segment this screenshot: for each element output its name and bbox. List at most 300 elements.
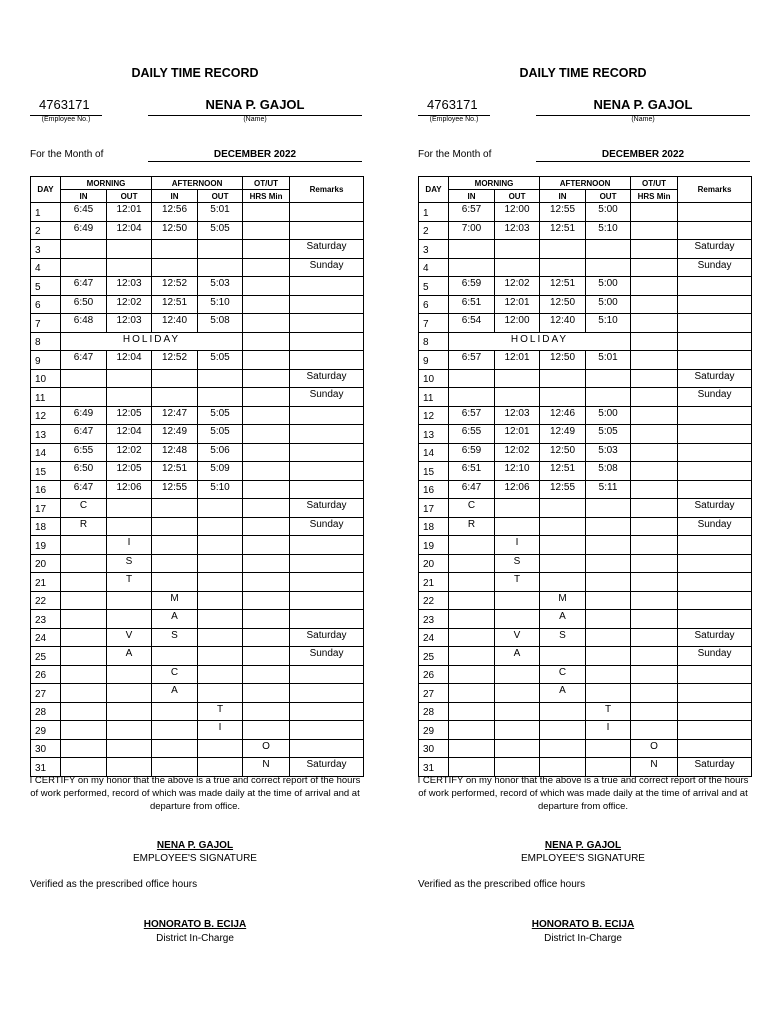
table-row <box>31 240 364 259</box>
am-out-cell <box>495 369 540 388</box>
remarks-cell: Sunday <box>290 258 364 277</box>
table-row <box>31 351 364 370</box>
table-row <box>419 351 752 370</box>
pm-in-cell <box>152 499 198 518</box>
supervisor-name: HONORATO B. ECIJA <box>531 919 635 930</box>
day-cell: 5 <box>419 277 449 296</box>
remarks-cell <box>678 739 752 758</box>
am-out-cell: 12:03 <box>495 221 540 240</box>
day-cell: 20 <box>419 554 449 573</box>
day-cell: 22 <box>419 591 449 610</box>
ot-cell <box>631 369 678 388</box>
day-cell: 17 <box>419 499 449 518</box>
am-in-cell <box>449 628 495 647</box>
day-cell: 18 <box>419 517 449 536</box>
pm-out-cell <box>586 536 631 555</box>
day-cell: 21 <box>31 573 61 592</box>
pm-out-cell <box>198 573 243 592</box>
table-row <box>31 739 364 758</box>
ot-cell <box>631 462 678 481</box>
ot-cell <box>243 351 290 370</box>
am-in-cell: 6:47 <box>61 351 107 370</box>
ot-cell: N <box>631 758 678 777</box>
remarks-cell <box>290 203 364 222</box>
am-out-cell: 12:03 <box>107 277 152 296</box>
am-out-cell: 12:02 <box>107 443 152 462</box>
pm-out-cell <box>198 554 243 573</box>
pm-in-cell <box>152 647 198 666</box>
ot-cell: O <box>631 739 678 758</box>
pm-in-cell: 12:55 <box>152 480 198 499</box>
table-row <box>31 536 364 555</box>
day-cell: 22 <box>31 591 61 610</box>
ot-cell <box>243 425 290 444</box>
ot-cell: N <box>243 758 290 777</box>
day-cell: 26 <box>31 665 61 684</box>
ot-cell <box>243 258 290 277</box>
pm-out-cell <box>586 684 631 703</box>
ot-cell <box>631 406 678 425</box>
remarks-cell: Saturday <box>678 369 752 388</box>
am-in-cell <box>449 554 495 573</box>
pm-out-cell: 5:08 <box>198 314 243 333</box>
ot-cell <box>243 628 290 647</box>
am-out-cell <box>495 610 540 629</box>
pm-out-cell <box>198 240 243 259</box>
am-in-cell <box>449 684 495 703</box>
remarks-cell <box>678 443 752 462</box>
day-cell: 30 <box>419 739 449 758</box>
day-cell: 3 <box>419 240 449 259</box>
pm-in-cell: 12:51 <box>152 462 198 481</box>
remarks-cell <box>290 554 364 573</box>
pm-in-cell: M <box>540 591 586 610</box>
pm-out-cell: I <box>586 721 631 740</box>
remarks-cell <box>678 425 752 444</box>
pm-in-cell <box>152 517 198 536</box>
am-out-cell: 12:04 <box>107 221 152 240</box>
ot-cell <box>243 369 290 388</box>
ot-cell <box>243 684 290 703</box>
ot-cell <box>631 295 678 314</box>
am-in-cell <box>61 665 107 684</box>
table-row <box>31 628 364 647</box>
pm-out-cell: 5:00 <box>586 203 631 222</box>
pm-in-cell <box>540 702 586 721</box>
pm-in-cell: S <box>540 628 586 647</box>
table-row <box>419 702 752 721</box>
am-out-cell <box>495 499 540 518</box>
ot-cell <box>243 332 290 351</box>
supervisor-caption: District In-Charge <box>544 933 622 944</box>
pm-in-cell <box>152 388 198 407</box>
am-out-cell: A <box>495 647 540 666</box>
remarks-cell <box>290 702 364 721</box>
am-out-cell <box>107 258 152 277</box>
employee-signature-name: NENA P. GAJOL <box>156 840 234 851</box>
am-out-cell: 12:03 <box>107 314 152 333</box>
am-in-cell: 6:51 <box>449 462 495 481</box>
remarks-cell: Sunday <box>678 388 752 407</box>
remarks-cell <box>290 277 364 296</box>
ot-cell <box>243 443 290 462</box>
pm-in-cell <box>152 536 198 555</box>
dtr-card-left <box>25 0 365 1024</box>
ot-cell <box>243 665 290 684</box>
pm-in-cell: C <box>540 665 586 684</box>
ot-cell <box>631 554 678 573</box>
am-out-cell: 12:02 <box>107 295 152 314</box>
pm-out-cell: 5:10 <box>198 480 243 499</box>
ot-cell <box>243 499 290 518</box>
am-out-cell <box>107 684 152 703</box>
am-in-cell: 6:50 <box>61 295 107 314</box>
ot-cell <box>243 721 290 740</box>
employee-name: NENA P. GAJOL <box>205 97 305 112</box>
table-row <box>419 647 752 666</box>
am-in-cell: 6:49 <box>61 406 107 425</box>
am-in-cell: 6:55 <box>449 425 495 444</box>
day-cell: 2 <box>31 221 61 240</box>
am-out-cell: T <box>107 573 152 592</box>
certification-text: I CERTIFY on my honor that the above is a true and correct report of the hours of work performed, record of which was made daily at the time of arrival and at departure from office. <box>29 775 361 812</box>
pm-in-cell <box>152 369 198 388</box>
ot-cell <box>631 388 678 407</box>
am-out-cell: I <box>107 536 152 555</box>
ot-cell <box>243 536 290 555</box>
pm-in-cell: 12:55 <box>540 480 586 499</box>
table-row <box>31 295 364 314</box>
am-out-cell <box>495 684 540 703</box>
am-out-cell: 12:01 <box>495 295 540 314</box>
pm-in-cell <box>540 499 586 518</box>
remarks-cell: Saturday <box>678 499 752 518</box>
table-row <box>31 647 364 666</box>
am-in-cell <box>61 610 107 629</box>
remarks-cell <box>290 665 364 684</box>
am-out-cell <box>107 517 152 536</box>
remarks-cell: Saturday <box>678 240 752 259</box>
day-cell: 14 <box>419 443 449 462</box>
remarks-cell: Saturday <box>678 628 752 647</box>
pm-out-cell <box>198 684 243 703</box>
pm-in-cell <box>540 721 586 740</box>
table-row <box>31 332 364 351</box>
day-cell: 4 <box>31 258 61 277</box>
ot-cell <box>243 480 290 499</box>
am-in-cell: 6:57 <box>449 351 495 370</box>
table-row <box>419 221 752 240</box>
table-row <box>419 536 752 555</box>
ot-cell <box>631 240 678 259</box>
ot-cell <box>631 702 678 721</box>
am-in-cell <box>449 388 495 407</box>
pm-out-cell <box>198 591 243 610</box>
am-out-cell <box>495 591 540 610</box>
am-in-cell <box>449 536 495 555</box>
pm-in-cell <box>152 240 198 259</box>
am-in-cell: C <box>61 499 107 518</box>
am-in-cell: 6:57 <box>449 203 495 222</box>
remarks-cell <box>290 684 364 703</box>
day-cell: 14 <box>31 443 61 462</box>
am-out-cell: T <box>495 573 540 592</box>
ot-cell <box>243 462 290 481</box>
table-row <box>419 240 752 259</box>
ot-cell <box>243 554 290 573</box>
remarks-cell: Sunday <box>678 258 752 277</box>
pm-out-cell <box>198 517 243 536</box>
remarks-cell <box>290 295 364 314</box>
am-out-cell: I <box>495 536 540 555</box>
ot-cell <box>243 314 290 333</box>
day-cell: 1 <box>419 203 449 222</box>
ot-cell <box>631 591 678 610</box>
pm-out-cell: 5:08 <box>586 462 631 481</box>
pm-in-cell: 12:49 <box>152 425 198 444</box>
am-out-cell <box>107 665 152 684</box>
pm-in-cell <box>540 369 586 388</box>
day-cell: 12 <box>419 406 449 425</box>
remarks-cell <box>678 554 752 573</box>
table-row <box>419 499 752 518</box>
day-cell: 27 <box>31 684 61 703</box>
table-row <box>419 480 752 499</box>
am-out-cell <box>495 240 540 259</box>
am-out-cell: S <box>107 554 152 573</box>
table-row <box>31 258 364 277</box>
pm-in-cell: M <box>152 591 198 610</box>
am-in-cell: 6:48 <box>61 314 107 333</box>
ot-cell <box>631 277 678 296</box>
ot-cell <box>243 610 290 629</box>
am-in-cell: 6:55 <box>61 443 107 462</box>
am-out-cell <box>107 499 152 518</box>
am-out-cell <box>495 388 540 407</box>
pm-out-cell: 5:05 <box>198 425 243 444</box>
remarks-cell <box>678 573 752 592</box>
ot-cell <box>243 221 290 240</box>
pm-out-cell <box>586 665 631 684</box>
remarks-cell <box>290 221 364 240</box>
pm-in-cell <box>152 702 198 721</box>
am-out-cell: 12:05 <box>107 462 152 481</box>
pm-in-cell <box>152 721 198 740</box>
table-row <box>31 314 364 333</box>
am-in-cell <box>61 554 107 573</box>
day-cell: 11 <box>419 388 449 407</box>
remarks-cell <box>290 610 364 629</box>
pm-out-cell <box>198 628 243 647</box>
ot-cell <box>243 573 290 592</box>
day-cell: 9 <box>419 351 449 370</box>
remarks-cell <box>290 462 364 481</box>
am-in-cell: R <box>449 517 495 536</box>
pm-out-cell: 5:03 <box>198 277 243 296</box>
day-cell: 23 <box>31 610 61 629</box>
pm-out-cell <box>586 739 631 758</box>
remarks-cell: Saturday <box>290 628 364 647</box>
pm-out-cell <box>198 536 243 555</box>
day-cell: 23 <box>419 610 449 629</box>
day-cell: 29 <box>31 721 61 740</box>
dtr-card-right <box>413 0 753 1024</box>
am-out-cell: 12:01 <box>495 351 540 370</box>
remarks-cell <box>678 332 752 351</box>
day-cell: 10 <box>31 369 61 388</box>
ot-cell <box>631 647 678 666</box>
rows-body <box>419 203 752 777</box>
ot-cell <box>631 684 678 703</box>
table-row <box>419 277 752 296</box>
day-cell: 31 <box>419 758 449 777</box>
day-cell: 2 <box>419 221 449 240</box>
ot-cell <box>243 203 290 222</box>
header-remarks: Remarks <box>678 177 752 203</box>
table-row <box>419 554 752 573</box>
pm-out-cell: 5:03 <box>586 443 631 462</box>
header-afternoon: AFTERNOON <box>540 177 631 190</box>
day-cell: 29 <box>419 721 449 740</box>
pm-in-cell: 12:52 <box>152 277 198 296</box>
ot-cell <box>631 332 678 351</box>
am-in-cell <box>449 739 495 758</box>
remarks-cell: Sunday <box>290 647 364 666</box>
ot-cell <box>631 425 678 444</box>
am-in-cell: 6:51 <box>449 295 495 314</box>
pm-out-cell <box>586 258 631 277</box>
pm-out-cell <box>198 647 243 666</box>
remarks-cell <box>290 480 364 499</box>
day-cell: 25 <box>419 647 449 666</box>
ot-cell: O <box>243 739 290 758</box>
remarks-cell: Saturday <box>290 369 364 388</box>
pm-out-cell: I <box>198 721 243 740</box>
table-row <box>419 295 752 314</box>
table-row <box>31 702 364 721</box>
day-cell: 24 <box>31 628 61 647</box>
am-out-cell: 12:01 <box>495 425 540 444</box>
am-out-cell <box>495 702 540 721</box>
pm-out-cell: 5:05 <box>198 406 243 425</box>
remarks-cell <box>678 665 752 684</box>
remarks-cell: Saturday <box>290 499 364 518</box>
pm-in-cell: 12:46 <box>540 406 586 425</box>
am-in-cell: 6:50 <box>61 462 107 481</box>
ot-cell <box>631 443 678 462</box>
table-row <box>419 665 752 684</box>
remarks-cell <box>678 702 752 721</box>
certification-text: I CERTIFY on my honor that the above is a true and correct report of the hours of work performed, record of which was made daily at the time of arrival and at departure from office. <box>417 775 749 812</box>
am-in-cell: 6:54 <box>449 314 495 333</box>
am-out-cell: 12:05 <box>107 406 152 425</box>
pm-out-cell <box>586 369 631 388</box>
remarks-cell: Sunday <box>678 517 752 536</box>
pm-out-cell: 5:01 <box>198 203 243 222</box>
am-out-cell: 12:03 <box>495 406 540 425</box>
pm-in-cell: 12:50 <box>540 443 586 462</box>
table-row <box>419 739 752 758</box>
day-cell: 30 <box>31 739 61 758</box>
day-cell: 3 <box>31 240 61 259</box>
am-in-cell: 6:45 <box>61 203 107 222</box>
pm-in-cell: C <box>152 665 198 684</box>
day-cell: 5 <box>31 277 61 296</box>
remarks-cell <box>290 573 364 592</box>
table-row <box>31 554 364 573</box>
ot-cell <box>243 517 290 536</box>
pm-out-cell <box>198 369 243 388</box>
form-title: DAILY TIME RECORD <box>519 66 647 80</box>
day-cell: 15 <box>31 462 61 481</box>
employee-signature-caption: EMPLOYEE'S SIGNATURE <box>521 853 645 864</box>
pm-in-cell <box>540 536 586 555</box>
table-row <box>31 665 364 684</box>
remarks-cell <box>678 462 752 481</box>
header-hrs-min: HRS Min <box>243 190 290 203</box>
pm-in-cell: 12:40 <box>540 314 586 333</box>
pm-out-cell: 5:05 <box>586 425 631 444</box>
month-label: For the Month of <box>30 149 104 160</box>
am-in-cell: 6:49 <box>61 221 107 240</box>
pm-out-cell: T <box>586 702 631 721</box>
am-in-cell <box>449 665 495 684</box>
rows-body <box>31 203 364 777</box>
pm-out-cell <box>586 554 631 573</box>
remarks-cell <box>290 739 364 758</box>
employee-signature-name: NENA P. GAJOL <box>544 840 622 851</box>
pm-out-cell: 5:05 <box>198 351 243 370</box>
ot-cell <box>631 351 678 370</box>
am-out-cell <box>107 388 152 407</box>
remarks-cell <box>290 721 364 740</box>
am-out-cell: 12:06 <box>107 480 152 499</box>
am-out-cell: 12:06 <box>495 480 540 499</box>
pm-in-cell <box>540 240 586 259</box>
table-row <box>419 203 752 222</box>
am-in-cell <box>449 591 495 610</box>
pm-in-cell: 12:50 <box>540 351 586 370</box>
header-afternoon-in: IN <box>152 190 198 203</box>
remarks-cell <box>678 351 752 370</box>
am-in-cell: 7:00 <box>449 221 495 240</box>
pm-out-cell: 5:09 <box>198 462 243 481</box>
time-record-table <box>418 176 752 777</box>
am-in-cell: 6:59 <box>449 277 495 296</box>
header-morning: MORNING <box>449 177 540 190</box>
am-out-cell: 12:01 <box>107 203 152 222</box>
remarks-cell <box>290 406 364 425</box>
employee-name: NENA P. GAJOL <box>593 97 693 112</box>
am-in-cell <box>61 388 107 407</box>
table-row <box>31 462 364 481</box>
pm-in-cell <box>152 258 198 277</box>
day-cell: 9 <box>31 351 61 370</box>
remarks-cell <box>678 536 752 555</box>
am-in-cell <box>449 369 495 388</box>
ot-cell <box>631 573 678 592</box>
table-row <box>31 499 364 518</box>
table-row <box>419 425 752 444</box>
am-in-cell <box>449 258 495 277</box>
header-afternoon-out: OUT <box>586 190 631 203</box>
remarks-cell: Sunday <box>290 517 364 536</box>
table-row <box>31 221 364 240</box>
day-cell: 7 <box>31 314 61 333</box>
remarks-cell <box>678 591 752 610</box>
ot-cell <box>631 628 678 647</box>
am-in-cell <box>61 684 107 703</box>
